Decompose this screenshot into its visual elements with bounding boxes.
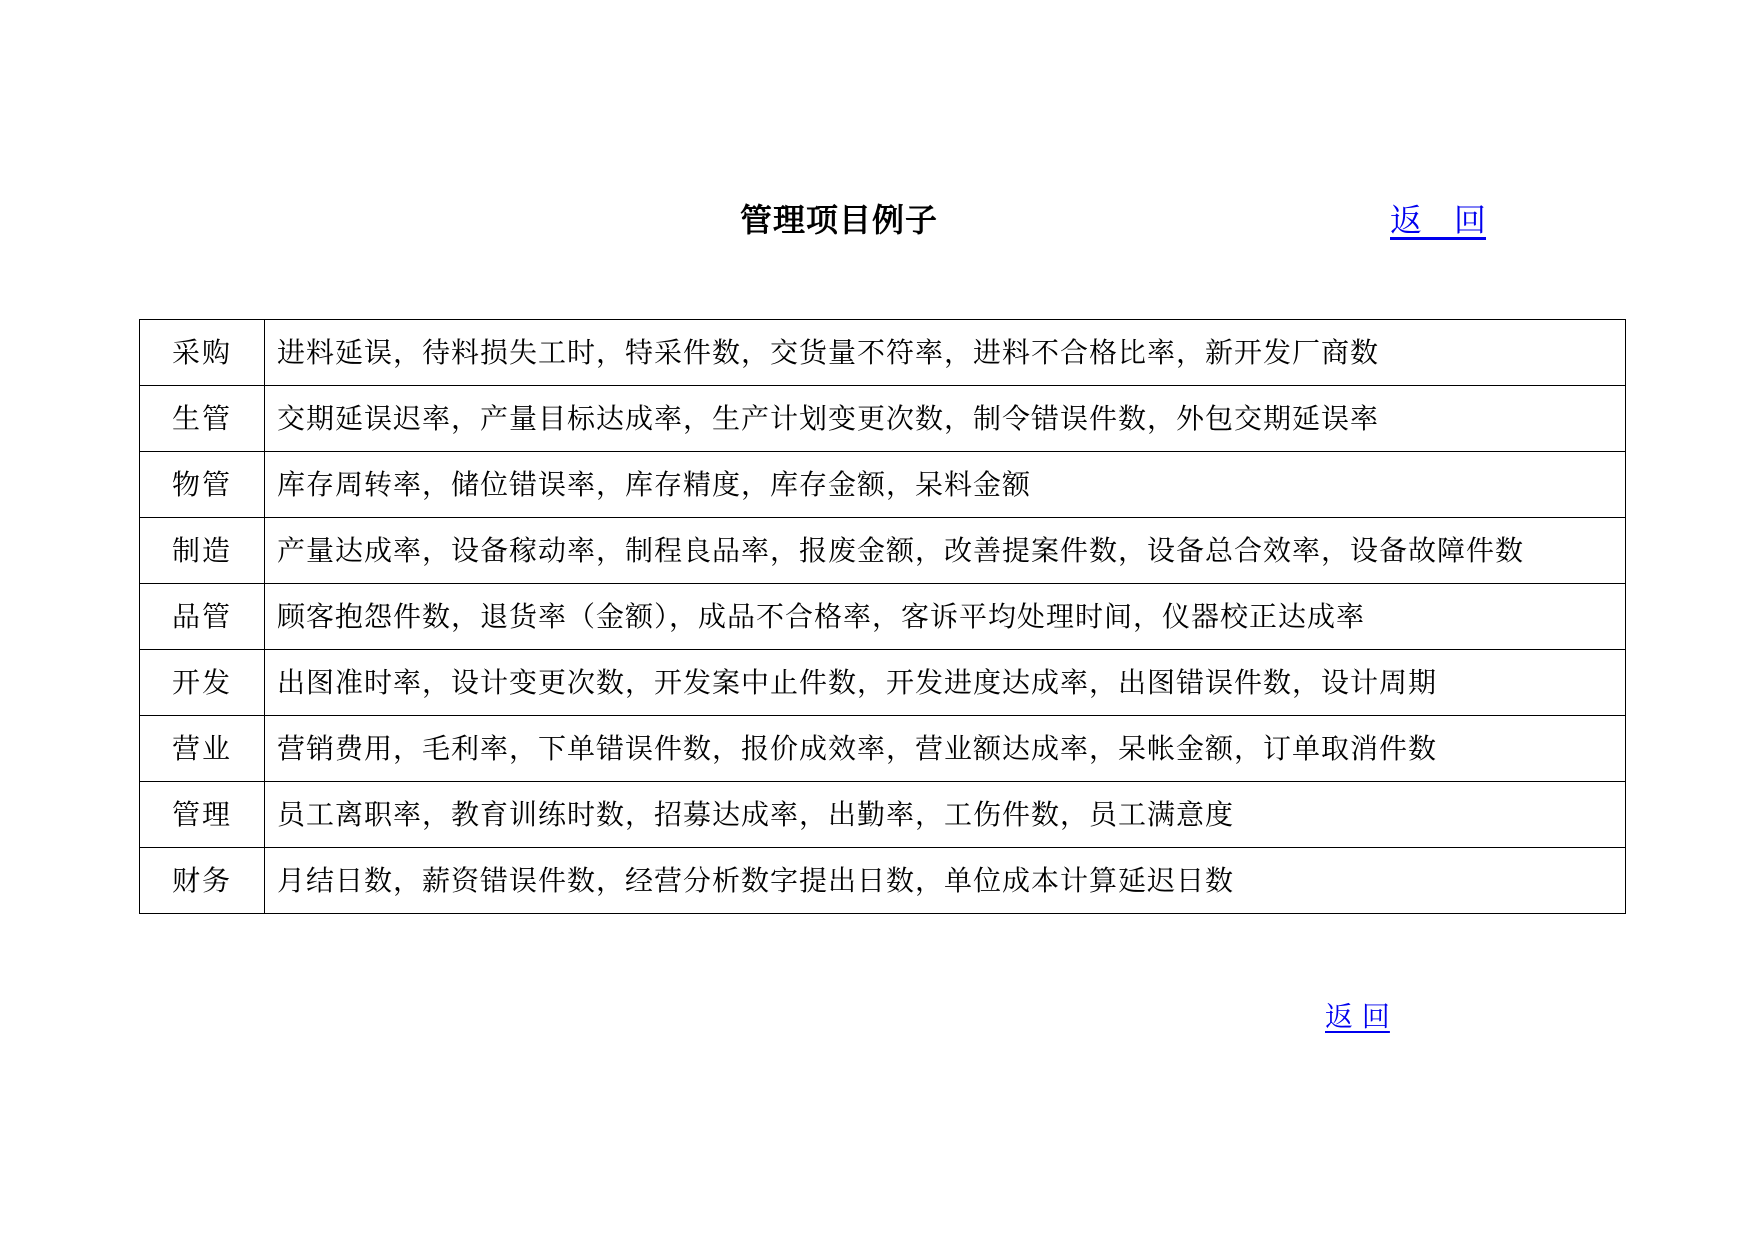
table-row-procurement	[140, 320, 1626, 386]
dept-cell: 物管	[140, 452, 265, 518]
dept-cell: 生管	[140, 386, 265, 452]
dept-cell: 采购	[140, 320, 265, 386]
metrics-cell: 产量达成率，设备稼动率，制程良品率，报废金额，改善提案件数，设备总合效率，设备故障件数	[265, 518, 1626, 584]
table-row-quality-control	[140, 584, 1626, 650]
metrics-cell: 月结日数，薪资错误件数，经营分析数字提出日数，单位成本计算延迟日数	[265, 848, 1626, 914]
table-row-administration	[140, 782, 1626, 848]
management-items-table	[139, 319, 1626, 914]
table-row-development	[140, 650, 1626, 716]
table-row-production-control	[140, 386, 1626, 452]
table-row-manufacturing	[140, 518, 1626, 584]
metrics-cell: 出图准时率，设计变更次数，开发案中止件数，开发进度达成率，出图错误件数，设计周期	[265, 650, 1626, 716]
metrics-cell: 员工离职率，教育训练时数，招募达成率，出勤率，工伤件数，员工满意度	[265, 782, 1626, 848]
metrics-cell: 进料延误，待料损失工时，特采件数，交货量不符率，进料不合格比率，新开发厂商数	[265, 320, 1626, 386]
back-link-bottom[interactable]: 返 回	[1325, 1000, 1390, 1033]
back-link-top[interactable]: 返 回	[1390, 201, 1487, 239]
dept-cell: 营业	[140, 716, 265, 782]
page-title: 管理项目例子	[740, 201, 939, 239]
table-row-material-control	[140, 452, 1626, 518]
table-row-finance	[140, 848, 1626, 914]
table-row-sales	[140, 716, 1626, 782]
dept-cell: 制造	[140, 518, 265, 584]
metrics-cell: 交期延误迟率，产量目标达成率，生产计划变更次数，制令错误件数，外包交期延误率	[265, 386, 1626, 452]
metrics-cell: 库存周转率，储位错误率，库存精度，库存金额，呆料金额	[265, 452, 1626, 518]
metrics-cell: 营销费用，毛利率，下单错误件数，报价成效率，营业额达成率，呆帐金额，订单取消件数	[265, 716, 1626, 782]
dept-cell: 品管	[140, 584, 265, 650]
dept-cell: 开发	[140, 650, 265, 716]
dept-cell: 管理	[140, 782, 265, 848]
dept-cell: 财务	[140, 848, 265, 914]
metrics-cell: 顾客抱怨件数，退货率（金额），成品不合格率，客诉平均处理时间，仪器校正达成率	[265, 584, 1626, 650]
